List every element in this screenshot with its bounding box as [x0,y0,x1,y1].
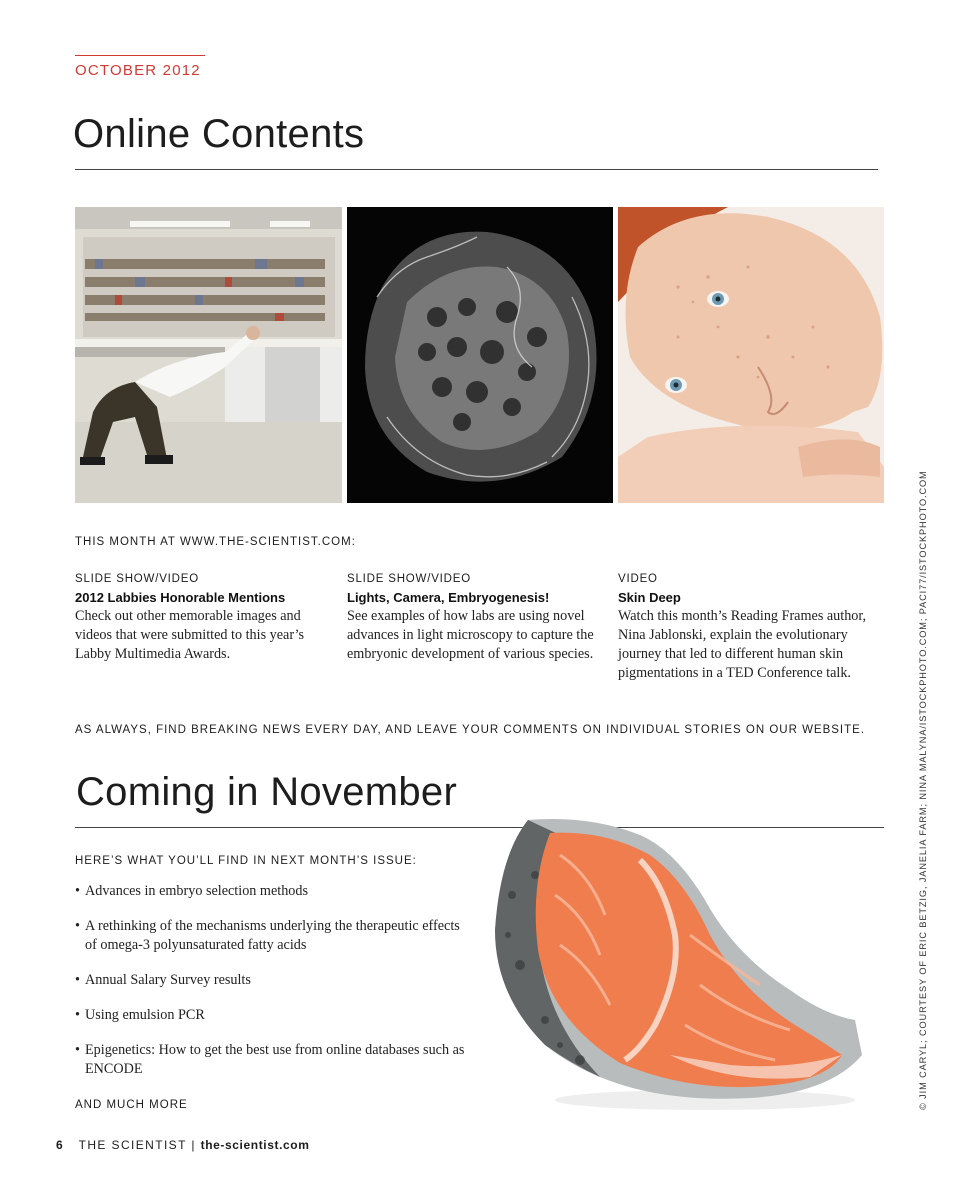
this-month-label: THIS MONTH AT WWW.THE-SCIENTIST.COM: [75,536,356,548]
page-footer [56,1138,310,1152]
next-issue-list [75,882,475,1095]
item-category: SLIDE SHOW/VIDEO [75,573,199,585]
issue-date-rule [75,55,205,56]
next-issue-label: HERE’S WHAT YOU’LL FIND IN NEXT MONTH’S ISSUE: [75,855,417,867]
online-item-embryogenesis[interactable] [347,573,607,664]
list-item: • Using emulsion PCR [75,1007,205,1023]
always-notice: AS ALWAYS, FIND BREAKING NEWS EVERY DAY, AND LEAVE YOUR COMMENTS ON INDIVIDUAL STORIES ON OUR WEBSITE. [75,724,866,736]
footer-url[interactable]: the-scientist.com [200,1138,310,1152]
item-description: Watch this month’s Reading Frames author, Nina Jablonski, explain the evolutionary journey that led to different human skin pigmentations in a TED Conference talk. [618,608,867,681]
item-title[interactable]: Lights, Camera, Embryogenesis! [347,590,550,605]
freckled-face-photo [618,207,884,503]
item-title[interactable]: 2012 Labbies Honorable Mentions [75,590,286,605]
list-item: • Advances in embryo selection methods [75,883,309,899]
list-item: • A rethinking of the mechanisms underlying the therapeutic effects of omega-3 polyunsaturated fatty acids [75,918,460,953]
page-number: 6 [56,1138,65,1152]
coming-title: Coming in November [76,770,458,814]
page-title: Online Contents [73,112,365,156]
item-description: Check out other memorable images and videos that were submitted to this year’s Labby Multimedia Awards. [75,608,305,662]
item-category: VIDEO [618,573,658,585]
photo-credit: © JIM CARYL; COURTESY OF ERIC BETZIG, JANELIA FARM; NINA MALYNA/ISTOCKPHOTO.COM; PACI77/ISTOCKPHOTO.COM [918,470,928,1110]
item-description: See examples of how labs are using novel advances in light microscopy to capture the embryonic development of various species. [347,608,594,662]
salmon-steak-photo [490,815,880,1115]
lab-scientist-photo [75,207,342,503]
online-item-labbies[interactable] [75,573,335,664]
publication-name: THE SCIENTIST [78,1138,187,1152]
title-divider [75,169,878,170]
and-much-more: AND MUCH MORE [75,1099,188,1111]
online-item-skin-deep[interactable] [618,573,878,683]
item-category: SLIDE SHOW/VIDEO [347,573,471,585]
list-item: • Epigenetics: How to get the best use from online databases such as ENCODE [75,1042,465,1077]
footer-separator: | [191,1138,196,1152]
item-title[interactable]: Skin Deep [618,590,681,605]
list-item: • Annual Salary Survey results [75,972,251,988]
embryo-microscopy-photo [347,207,613,503]
issue-date: OCTOBER 2012 [75,62,201,79]
